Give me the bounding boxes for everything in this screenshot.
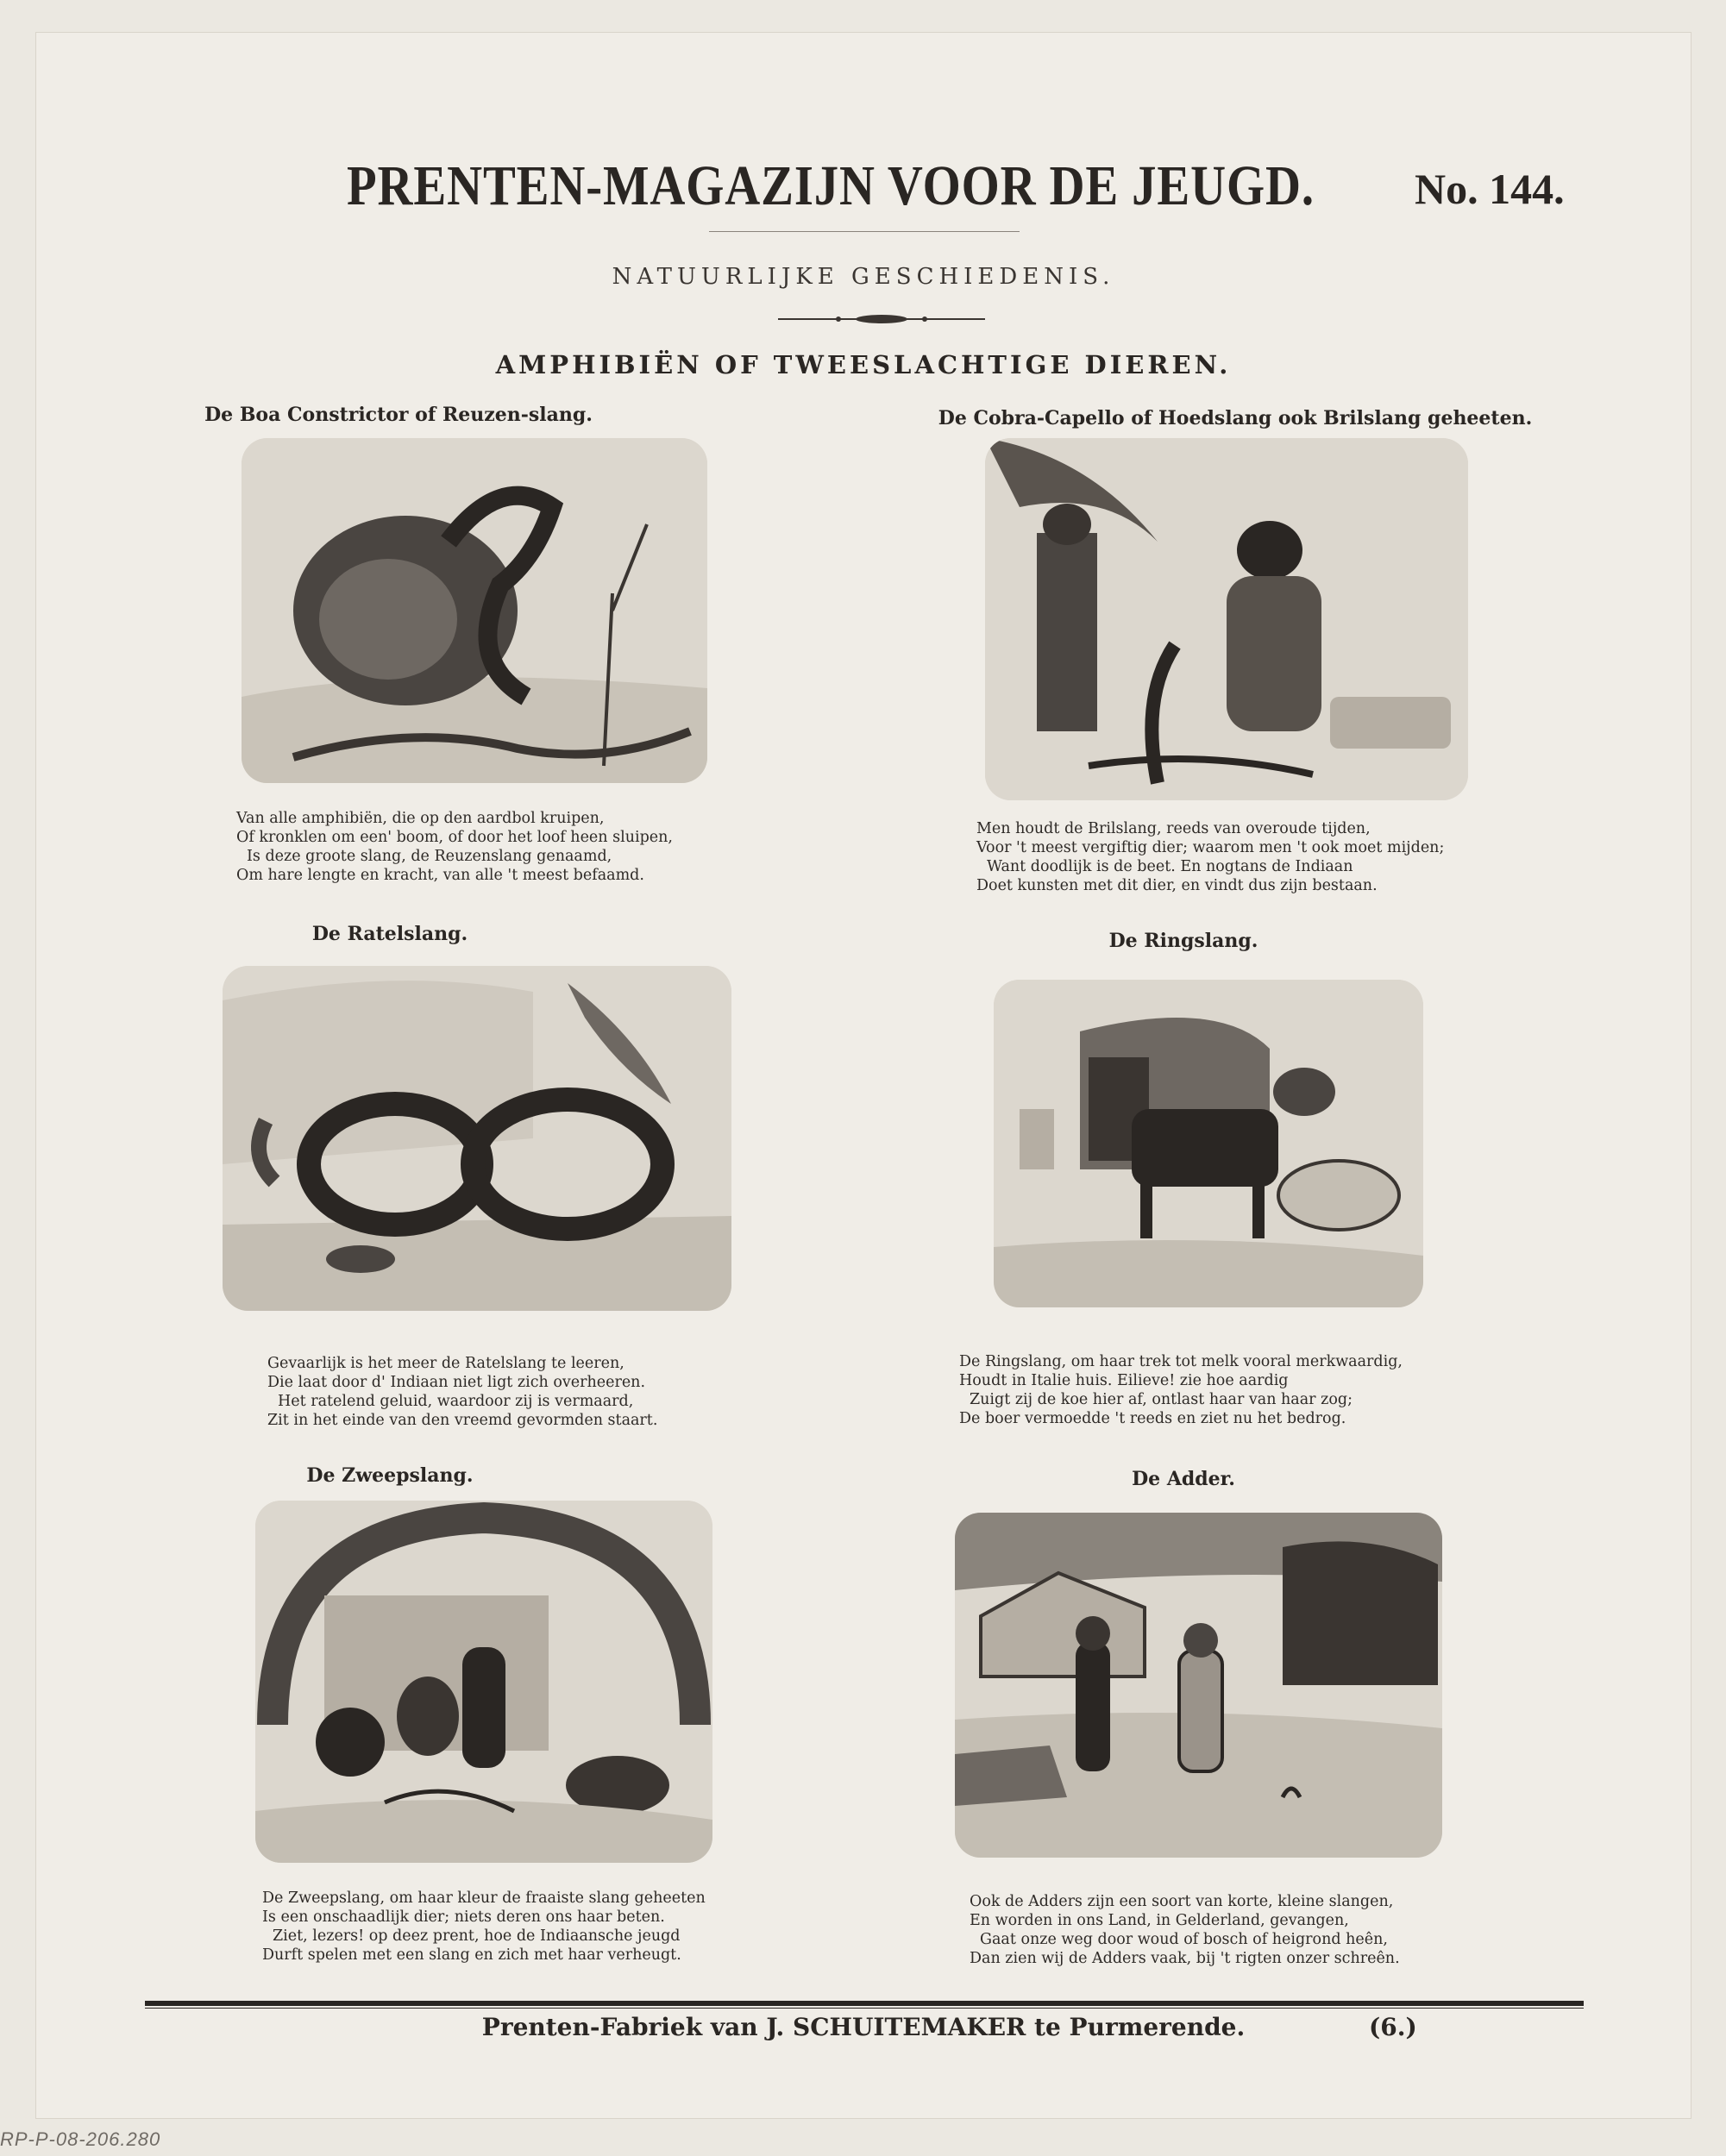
- caption-ringslang: De Ringslang.: [1108, 930, 1258, 952]
- caption-cobra: De Cobra-Capello of Hoedslang ook Brilslang geheeten.: [938, 407, 1533, 429]
- footer-rule-thin: [145, 2008, 1584, 2009]
- illustration-ratelslang: [223, 966, 731, 1311]
- verse-adder: Ook de Adders zijn een soort van korte, kleine slangen, En worden in ons Land, in Gelderland, gevangen, Gaat onze weg door woud of bosch of heigrond heên, Dan zien wij de Adders vaak, bij 't rigten onzer schreên.: [970, 1893, 1400, 1967]
- rattlesnake-engraving-icon: [223, 966, 731, 1311]
- zweepslang-engraving-icon: [255, 1501, 712, 1863]
- publisher-line: Prenten-Fabriek van J. SCHUITEMAKER te Purmerende.: [481, 2013, 1246, 2041]
- caption-boa: De Boa Constrictor of Reuzen-slang.: [204, 404, 593, 426]
- illustration-ringslang: [994, 980, 1423, 1307]
- adder-engraving-icon: [955, 1513, 1442, 1858]
- caption-adder: De Adder.: [1132, 1468, 1235, 1490]
- section-heading: AMPHIBIËN OF TWEESLACHTIGE DIEREN.: [495, 350, 1232, 379]
- footer-rule: [145, 2001, 1584, 2006]
- boa-engraving-icon: [242, 438, 707, 783]
- illustration-adder: [955, 1513, 1442, 1858]
- title-underline: [709, 231, 1020, 232]
- print-sheet: [36, 33, 1691, 2118]
- verse-cobra: Men houdt de Brilslang, reeds van overoude tijden, Voor 't meest vergiftig dier; waarom men 't ook moet mijden; Want doodlijk is de beet. En nogtans de Indiaan Doet kunsten met dit dier, en vindt dus zijn bestaan.: [976, 820, 1445, 894]
- sheet-number: (6.): [1369, 2013, 1417, 2041]
- illustration-cobra: [985, 438, 1468, 800]
- verse-ringslang: De Ringslang, om haar trek tot melk vooral merkwaardig, Houdt in Italie huis. Eilieve! zie hoe aardig Zuigt zij de koe hier af, ontlast haar van haar zog; De boer vermoedde 't reeds en ziet nu het bedrog.: [959, 1353, 1403, 1427]
- cobra-engraving-icon: [985, 438, 1468, 800]
- caption-zweepslang: De Zweepslang.: [306, 1464, 474, 1487]
- subtitle: NATUURLIJKE GESCHIEDENIS.: [612, 264, 1115, 290]
- issue-number: No. 144.: [1415, 165, 1565, 213]
- verse-ratelslang: Gevaarlijk is het meer de Ratelslang te leeren, Die laat door d' Indiaan niet ligt zich overheeren. Het ratelend geluid, waardoor zij is vermaard, Zit in het einde van den vreemd gevormden staart.: [267, 1355, 658, 1429]
- illustration-zweepslang: [255, 1501, 712, 1863]
- caption-ratelslang: De Ratelslang.: [311, 923, 468, 945]
- verse-boa: Van alle amphibiën, die op den aardbol kruipen, Of kronklen om een' boom, of door het loof heen sluipen, Is deze groote slang, de Reuzenslang genaamd, Om hare lengte en kracht, van alle 't meest befaamd.: [236, 810, 673, 884]
- ornament-divider-icon: [778, 310, 985, 328]
- page-title: PRENTEN-MAGAZIJN VOOR DE JEUGD.: [347, 154, 1315, 217]
- ringslang-engraving-icon: [994, 980, 1423, 1307]
- inventory-number: RP-P-08-206.280: [0, 2128, 161, 2150]
- verse-zweepslang: De Zweepslang, om haar kleur de fraaiste slang geheeten Is een onschaadlijk dier; niets deren ons haar beten. Ziet, lezers! op deez prent, hoe de Indiaansche jeugd Durft spelen met een slang en zich met haar verheugt.: [262, 1890, 706, 1964]
- illustration-boa: [242, 438, 707, 783]
